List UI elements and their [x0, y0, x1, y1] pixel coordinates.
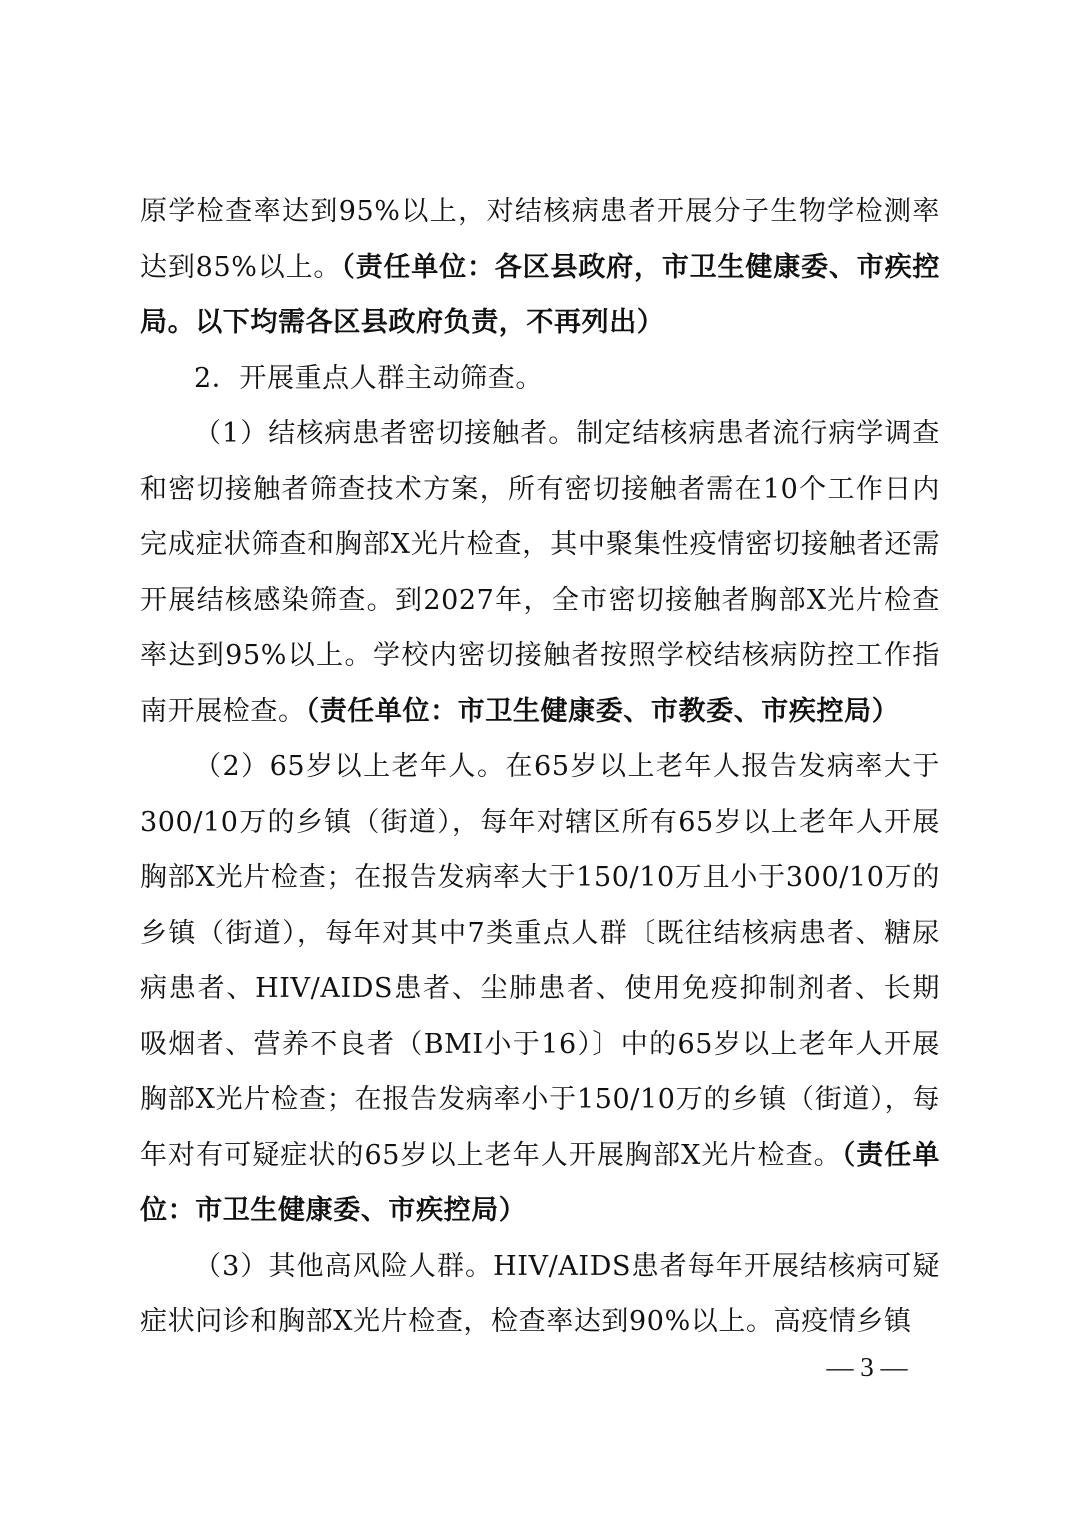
paragraph-1: [140, 184, 940, 351]
paragraph-2-heading: [140, 351, 940, 407]
paragraph-3: [140, 406, 940, 739]
page-number: — 3 —: [826, 1352, 908, 1382]
paragraph-5: [140, 1239, 940, 1350]
paragraph-5-text: （3）其他高风险人群。HIV/AIDS患者每年开展结核病可疑症状问诊和胸部X光片检查，检查率达到90%以上。高疫情乡镇: [140, 1250, 940, 1337]
paragraph-2-text: 2．开展重点人群主动筛查。: [194, 362, 543, 394]
paragraph-4-text: （2）65岁以上老年人。在65岁以上老年人报告发病率大于300/10万的乡镇（街道），每年对辖区所有65岁以上老年人开展胸部X光片检查；在报告发病率大于150/10万且小于300/10万的乡镇（街道），每年对其中7类重点人群〔既往结核病患者、糖尿病患者、HIV/AIDS患者、尘肺患者、使用免疫抑制剂者、长期吸烟者、营养不良者（BMI小于16）〕中的65岁以上老年人开展胸部X光片检查；在报告发病率小于150/10万的乡镇（街道），每年对有可疑症状的65岁以上老年人开展胸部X光片检查。: [140, 751, 940, 1171]
paragraph-4-responsibility: （责任单位：市卫生健康委、市疾控局）: [140, 1139, 940, 1226]
paragraph-4: [140, 739, 940, 1239]
paragraph-3-text: （1）结核病患者密切接触者。制定结核病患者流行病学调查和密切接触者筛查技术方案，所有密切接触者需在10个工作日内完成症状筛查和胸部X光片检查，其中聚集性疫情密切接触者还需开展结核感染筛查。到2027年，全市密切接触者胸部X光片检查率达到95%以上。学校内密切接触者按照学校结核病防控工作指南开展检查。: [140, 418, 940, 727]
paragraph-3-responsibility: （责任单位：市卫生健康委、市教委、市疾控局）: [305, 695, 900, 727]
paragraph-1-responsibility: （责任单位：各区县政府，市卫生健康委、市疾控局。以下均需各区县政府负责，不再列出）: [140, 251, 941, 338]
body-text: [140, 184, 940, 1350]
paragraph-1-text: 原学检查率达到95%以上，对结核病患者开展分子生物学检测率达到85%以上。: [140, 196, 940, 283]
